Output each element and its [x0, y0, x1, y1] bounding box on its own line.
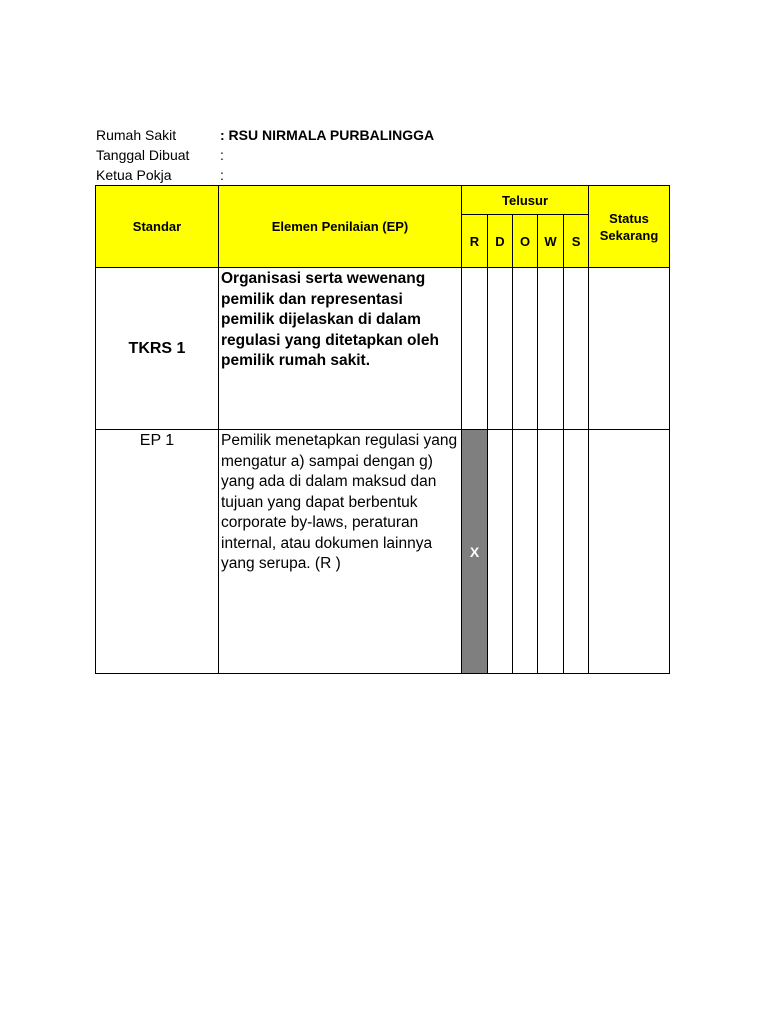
ketua-value: : — [220, 167, 224, 183]
elemen-cell: Organisasi serta wewenang pemilik dan representasi pemilik dijelaskan di dalam regulasi yang ditetapkan oleh pemilik rumah sakit. — [219, 268, 462, 430]
telusur-s-cell — [564, 268, 589, 430]
telusur-r-cell — [462, 268, 488, 430]
telusur-r-header: R — [462, 215, 488, 268]
rumah-sakit-label: Rumah Sakit — [96, 127, 177, 143]
table-row — [96, 430, 670, 674]
telusur-s-header: S — [564, 215, 589, 268]
assessment-table — [95, 185, 670, 674]
elemen-cell: Pemilik menetapkan regulasi yang mengatur a) sampai dengan g) yang ada di dalam maksud dan tujuan yang dapat berbentuk corporate by-laws, peraturan internal, atau dokumen lainnya yang serupa. (R ) — [219, 430, 462, 674]
telusur-o-header: O — [513, 215, 538, 268]
telusur-d-cell — [488, 268, 513, 430]
ketua-label: Ketua Pokja — [96, 167, 172, 183]
telusur-w-cell — [538, 268, 564, 430]
col-telusur-header: Telusur — [462, 186, 589, 215]
ep-label-cell: EP 1 — [96, 430, 219, 674]
telusur-w-header: W — [538, 215, 564, 268]
table-row — [96, 268, 670, 430]
status-cell — [589, 430, 670, 674]
tanggal-label: Tanggal Dibuat — [96, 147, 190, 163]
tanggal-value: : — [220, 147, 224, 163]
col-status-header: Status Sekarang — [589, 186, 670, 268]
status-cell — [589, 268, 670, 430]
rumah-sakit-value: : RSU NIRMALA PURBALINGGA — [220, 127, 435, 143]
telusur-o-cell — [513, 430, 538, 674]
col-standar-header: Standar — [96, 186, 219, 268]
telusur-d-header: D — [488, 215, 513, 268]
telusur-r-cell-marked: X — [462, 430, 488, 674]
telusur-s-cell — [564, 430, 589, 674]
standar-cell: TKRS 1 — [96, 268, 219, 430]
telusur-o-cell — [513, 268, 538, 430]
col-elemen-header: Elemen Penilaian (EP) — [219, 186, 462, 268]
telusur-d-cell — [488, 430, 513, 674]
telusur-w-cell — [538, 430, 564, 674]
